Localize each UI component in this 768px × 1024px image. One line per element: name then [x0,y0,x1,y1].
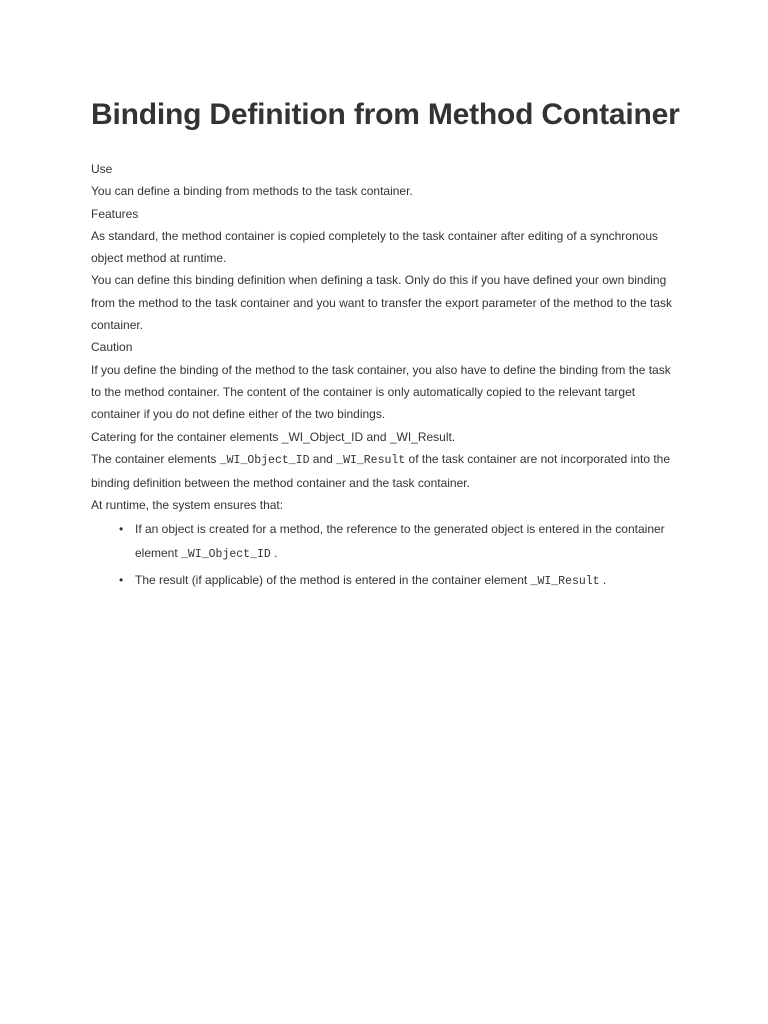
list-item-text: The result (if applicable) of the method is entered in the container element [135,572,531,587]
runtime-list [91,517,681,594]
use-text: You can define a binding from methods to the task container. [91,184,413,199]
document-page [91,88,681,595]
list-item [119,568,681,594]
features-heading: Features [91,206,139,221]
runtime-intro: At runtime, the system ensures that: [91,498,284,513]
bullet-icon: • [119,572,124,587]
caution-heading: Caution [91,340,133,355]
list-item-code: _WI_Object_ID [181,547,271,561]
code-wi-object-id: _WI_Object_ID [219,453,310,467]
list-item-suffix: . [270,545,278,560]
catering-text-part2: and [309,451,337,466]
bullet-icon: • [119,521,124,536]
features-paragraph-2: You can define this binding definition when defining a task. Only do this if you have defined your own binding from the method to the task container and you want to transfer the export parameter of the method to the task container. [91,273,672,333]
catering-heading: Catering for the container elements _WI_Object_ID and _WI_Result. [91,429,456,444]
catering-text-part1: The container elements [91,451,220,466]
page-title: Binding Definition from Method Container [91,98,680,131]
list-item [119,517,681,567]
code-wi-result: _WI_Result [336,453,406,467]
catering-text [91,448,681,495]
caution-text: If you define the binding of the method to the task container, you also have to define the binding from the task to the method container. The content of the container is only automatically copied to the relevant target container if you do not define either of the two bindings. [91,362,671,422]
features-paragraph-1: As standard, the method container is copied completely to the task container after editing of a synchronous object method at runtime. [91,228,658,266]
catering-text-part3: of the task container are not incorporated into the binding definition between the method container and the task container. [91,451,671,491]
list-item-suffix: . [599,572,607,587]
list-item-text: If an object is created for a method, the reference to the generated object is entered in the container element [135,521,665,560]
list-item-code: _WI_Result [530,574,600,588]
use-heading: Use [91,162,113,176]
